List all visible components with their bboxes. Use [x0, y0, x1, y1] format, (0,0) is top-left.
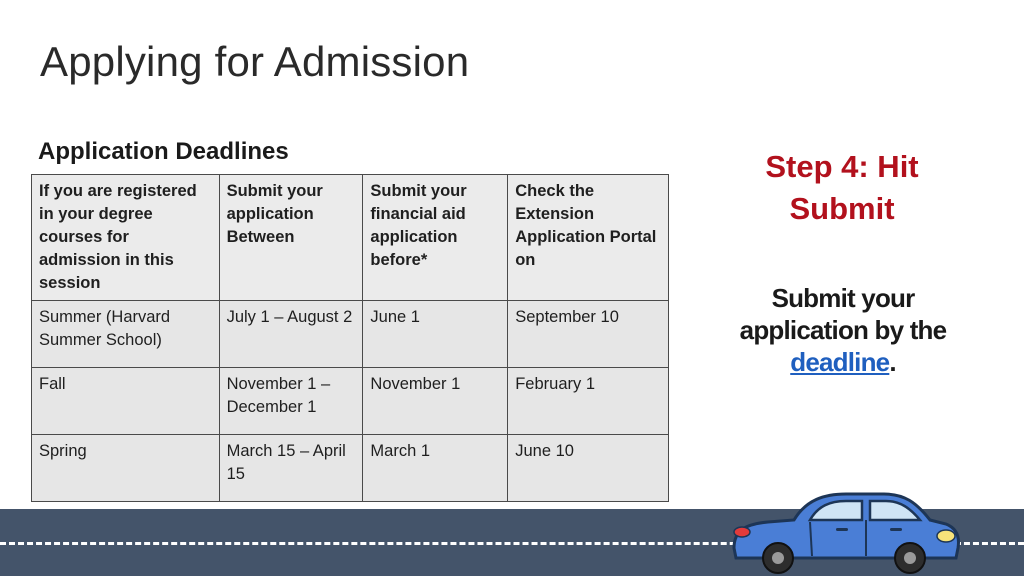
deadlines-heading: Application Deadlines	[38, 138, 289, 165]
deadlines-table	[31, 174, 669, 502]
portal-date-cell: September 10	[508, 301, 669, 368]
deadline-link[interactable]: deadline	[790, 347, 890, 377]
step-instruction-period: .	[889, 347, 896, 377]
session-cell: Fall	[32, 368, 220, 435]
portal-date-cell: February 1	[508, 368, 669, 435]
session-cell: Spring	[32, 435, 220, 502]
column-header: If you are registered in your degree courses for admission in this session	[32, 175, 220, 301]
table-row	[32, 368, 669, 435]
column-header: Submit your application Between	[219, 175, 363, 301]
step-instruction-text: Submit your application by the	[739, 283, 947, 345]
portal-date-cell: June 10	[508, 435, 669, 502]
column-header: Submit your financial aid application before*	[363, 175, 508, 301]
application-window-cell: November 1 – December 1	[219, 368, 363, 435]
table-header-row	[32, 175, 669, 301]
application-window-cell: July 1 – August 2	[219, 301, 363, 368]
column-header: Check the Extension Application Portal on	[508, 175, 669, 301]
financial-aid-cell: November 1	[363, 368, 508, 435]
car-icon	[724, 486, 964, 576]
application-window-cell: March 15 – April 15	[219, 435, 363, 502]
financial-aid-cell: March 1	[363, 435, 508, 502]
session-cell: Summer (Harvard Summer School)	[32, 301, 220, 368]
table-row	[32, 435, 669, 502]
slide-title: Applying for Admission	[40, 38, 470, 85]
step-title: Step 4: Hit Submit	[765, 149, 919, 226]
financial-aid-cell: June 1	[363, 301, 508, 368]
table-row	[32, 301, 669, 368]
step-instruction	[712, 282, 974, 378]
